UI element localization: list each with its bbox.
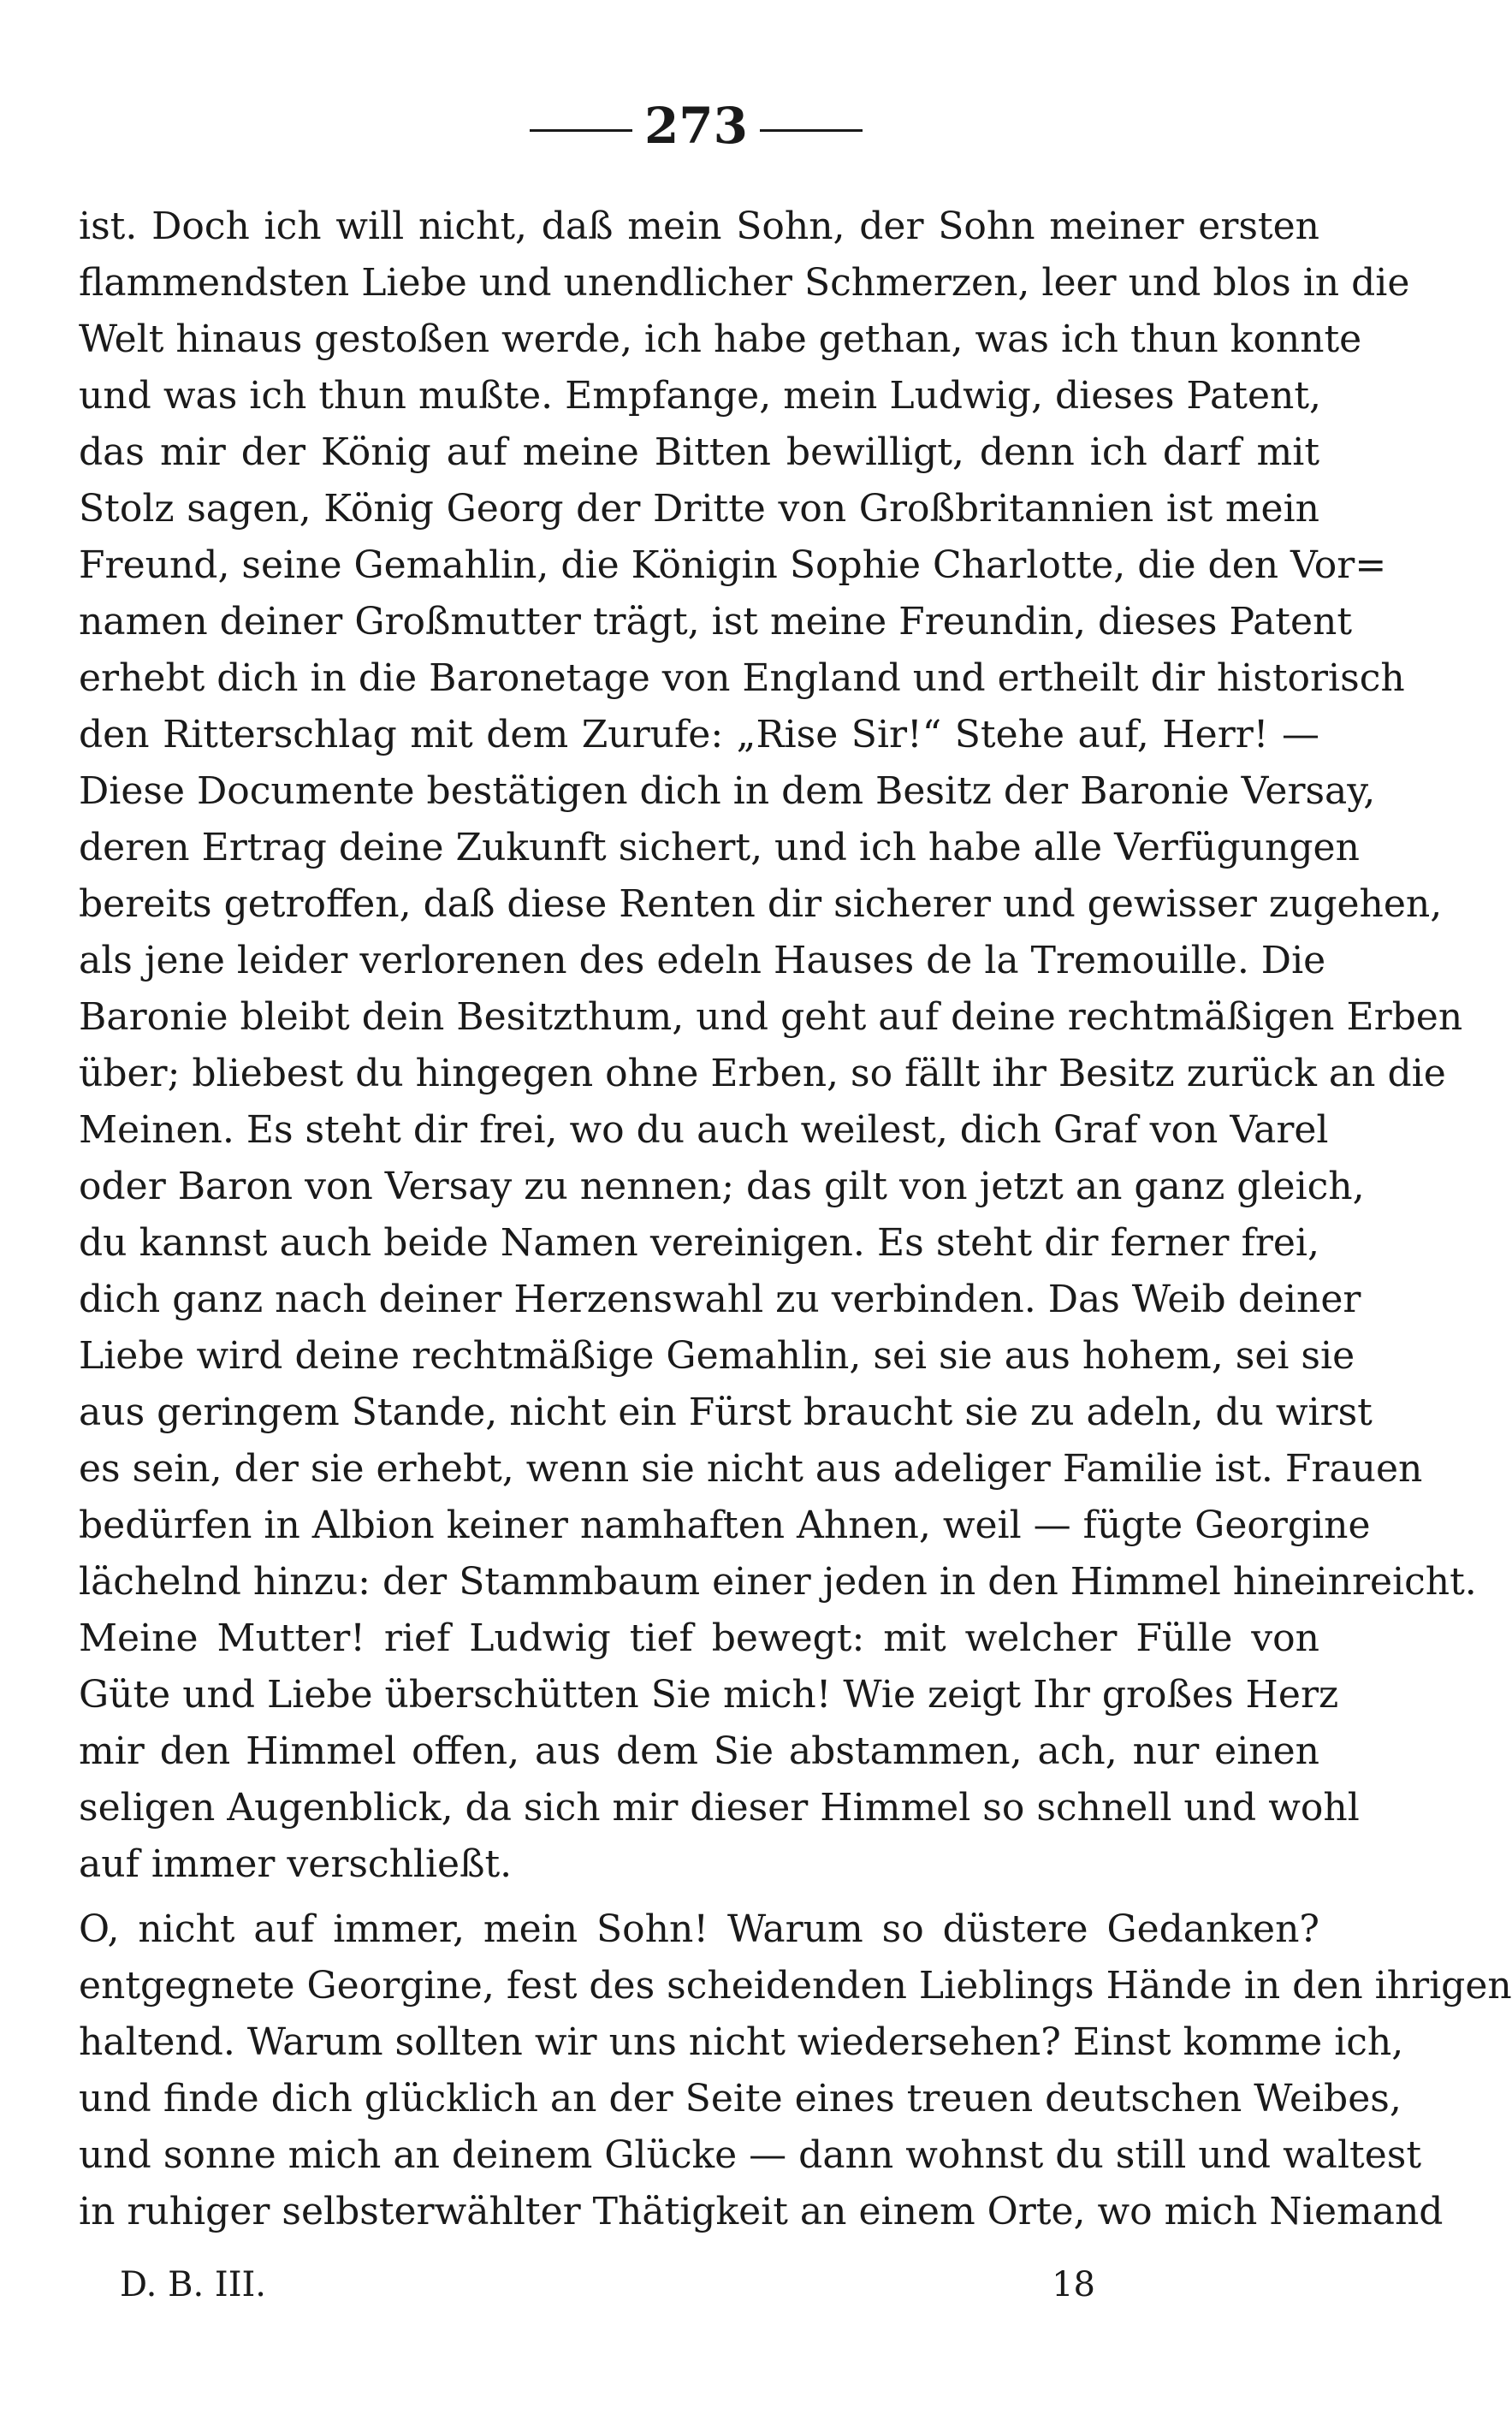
text-line: auf immer verschließt. bbox=[79, 1842, 513, 1886]
header-rule-right bbox=[760, 129, 863, 132]
text-line: Welt hinaus gestoßen werde, ich habe gethan, was ich thun konnte bbox=[79, 317, 1362, 361]
text-line: Freund, seine Gemahlin, die Königin Sophie Charlotte, die den Vor= bbox=[79, 543, 1387, 587]
text-line: Diese Documente bestätigen dich in dem Besitz der Baronie Versay, bbox=[79, 769, 1376, 813]
paragraph-gap bbox=[79, 1893, 1319, 1901]
text-line: über; bliebest du hingegen ohne Erben, so fällt ihr Besitz zurück an die bbox=[79, 1052, 1446, 1095]
text-line: oder Baron von Versay zu nennen; das gilt von jetzt an ganz gleich, bbox=[79, 1165, 1365, 1208]
page-header bbox=[0, 96, 1392, 156]
text-line: bereits getroffen, daß diese Renten dir sicherer und gewisser zugehen, bbox=[79, 882, 1443, 926]
page-footer bbox=[120, 2259, 1095, 2310]
text-line: entgegnete Georgine, fest des scheidenden Lieblings Hände in den ihrigen bbox=[79, 1964, 1512, 2008]
text-line: Liebe wird deine rechtmäßige Gemahlin, sei sie aus hohem, sei sie bbox=[79, 1334, 1355, 1378]
text-line: das mir der König auf meine Bitten bewilligt, denn ich darf mit bbox=[79, 430, 1319, 474]
text-line: ist. Doch ich will nicht, daß mein Sohn, der Sohn meiner ersten bbox=[79, 205, 1319, 248]
text-line: flammendsten Liebe und unendlicher Schmerzen, leer und blos in die bbox=[79, 261, 1410, 305]
text-line: in ruhiger selbsterwählter Thätigkeit an einem Orte, wo mich Niemand bbox=[79, 2190, 1444, 2233]
text-line: seligen Augenblick, da sich mir dieser Himmel so schnell und wohl bbox=[79, 1786, 1360, 1830]
text-line: Meinen. Es steht dir frei, wo du auch weilest, dich Graf von Varel bbox=[79, 1108, 1329, 1152]
text-line: bedürfen in Albion keiner namhaften Ahnen, weil — fügte Georgine bbox=[79, 1504, 1371, 1547]
text-line: Stolz sagen, König Georg der Dritte von Großbritannien ist mein bbox=[79, 487, 1319, 531]
text-line: Güte und Liebe überschütten Sie mich! Wie zeigt Ihr großes Herz bbox=[79, 1673, 1339, 1717]
text-line: namen deiner Großmutter trägt, ist meine Freundin, dieses Patent bbox=[79, 600, 1353, 644]
text-line: deren Ertrag deine Zukunft sichert, und ich habe alle Verfügungen bbox=[79, 826, 1360, 869]
text-line: Baronie bleibt dein Besitzthum, und geht auf deine rechtmäßigen Erben bbox=[79, 995, 1463, 1039]
text-line: lächelnd hinzu: der Stammbaum einer jeden in den Himmel hineinreicht. bbox=[79, 1560, 1477, 1604]
body-text bbox=[79, 199, 1512, 2240]
text-line: Meine Mutter! rief Ludwig tief bewegt: mit welcher Fülle von bbox=[79, 1616, 1319, 1660]
text-line: du kannst auch beide Namen vereinigen. Es steht dir ferner frei, bbox=[79, 1221, 1319, 1265]
text-line: und was ich thun mußte. Empfange, mein Ludwig, dieses Patent, bbox=[79, 374, 1321, 418]
text-line: und finde dich glücklich an der Seite eines treuen deutschen Weibes, bbox=[79, 2077, 1402, 2120]
text-line: haltend. Warum sollten wir uns nicht wiedersehen? Einst komme ich, bbox=[79, 2020, 1404, 2064]
printer-signature: D. B. III. bbox=[120, 2265, 267, 2304]
text-line: erhebt dich in die Baronetage von England und ertheilt dir historisch bbox=[79, 656, 1405, 700]
sheet-number: 18 bbox=[1052, 2265, 1095, 2304]
text-line: es sein, der sie erhebt, wenn sie nicht aus adeliger Familie ist. Frauen bbox=[79, 1447, 1423, 1491]
text-line: und sonne mich an deinem Glücke — dann wohnst du still und waltest bbox=[79, 2133, 1422, 2177]
text-line: O, nicht auf immer, mein Sohn! Warum so düstere Gedanken? bbox=[79, 1907, 1319, 1951]
text-line: aus geringem Stande, nicht ein Fürst braucht sie zu adeln, du wirst bbox=[79, 1391, 1373, 1434]
text-line: mir den Himmel offen, aus dem Sie abstammen, ach, nur einen bbox=[79, 1729, 1319, 1773]
text-line: dich ganz nach deiner Herzenswahl zu verbinden. Das Weib deiner bbox=[79, 1278, 1361, 1321]
text-line: als jene leider verlorenen des edeln Hauses de la Tremouille. Die bbox=[79, 939, 1326, 982]
header-rule-left bbox=[530, 129, 632, 132]
text-line: den Ritterschlag mit dem Zurufe: „Rise Sir!“ Stehe auf, Herr! — bbox=[79, 713, 1319, 756]
page-number: 273 bbox=[643, 97, 749, 155]
